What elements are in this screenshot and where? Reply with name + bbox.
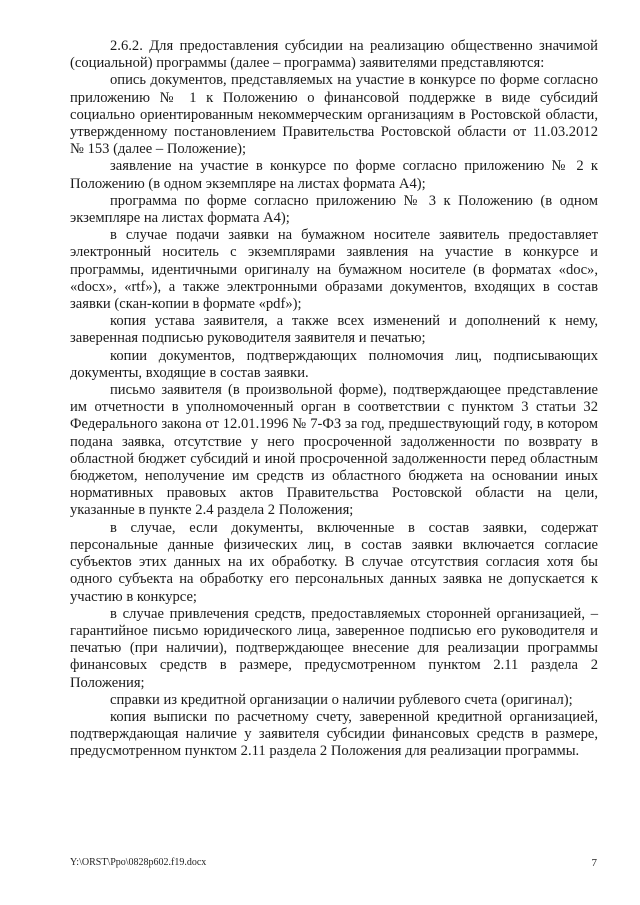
paragraph-2-6-2-heading: 2.6.2. Для предоставления субсидии на реализацию общественно значимой (социальной) программы (далее – программа) заявителями представляются: (70, 38, 598, 72)
paragraph-inventory: опись документов, представляемых на участие в конкурсе по форме согласно приложению № 1 к Положению о финансовой поддержке в виде субсидий социально ориентированным некоммерческим организациям в Ростовской области, утвержденному постановлением Правительства Ростовской области от 11.03.2012 № 153 (далее – Положение); (70, 72, 598, 158)
paragraph-authority-documents: копии документов, подтверждающих полномочия лиц, подписывающих документы, входящие в состав заявки. (70, 347, 598, 381)
paragraph-personal-data: в случае, если документы, включенные в состав заявки, содержат персональные данные физических лиц, в состав заявки включается согласие субъектов этих данных на их обработку. В случае отсутствия согласия хотя бы одного субъекта на обработку его персональных данных заявка не допускается к участию в конкурсе; (70, 519, 598, 605)
paragraph-program: программа по форме согласно приложению № 3 к Положению (в одном экземпляре на листах формата А4); (70, 192, 598, 227)
paragraph-charter-copy: копия устава заявителя, а также всех изменений и дополнений к нему, заверенная подписью руководителя заявителя и печатью; (70, 313, 598, 347)
paragraph-third-party-funds: в случае привлечения средств, предоставляемых сторонней организацией, – гарантийное письмо юридического лица, заверенное подписью его руководителя и печатью (при наличии), подтверждающее внесение для реализации программы финансовых средств в размере, предусмотренном пунктом 2.11 раздела 2 Положения; (70, 605, 598, 691)
footer-file-path: Y:\ORST\Ppo\0828p602.f19.docx (70, 857, 207, 868)
paragraph-bank-certificate: справки из кредитной организации о наличии рублевого счета (оригинал); (110, 691, 573, 708)
footer-page-number: 7 (591, 857, 597, 869)
paragraph-electronic-media: в случае подачи заявки на бумажном носителе заявитель предоставляет электронный носитель с экземплярами заявления на участие в конкурсе и программы, идентичными оригиналу на бумажном носителе (в форматах «doc», «docx», «rtf»), а также электронными образами документов, входящих в состав заявки (скан-копии в формате «pdf»); (70, 227, 598, 313)
paragraph-account-statement: копия выписки по расчетному счету, заверенной кредитной организацией, подтверждающая наличие у заявителя субсидии финансовых средств в размере, предусмотренном пунктом 2.11 раздела 2 Положения для реализации программы. (70, 708, 598, 760)
paragraph-applicant-letter: письмо заявителя (в произвольной форме), подтверждающее представление им отчетности в уполномоченный орган в соответствии с пунктом 3 статьи 32 Федерального закона от 12.01.1996 № 7-ФЗ за год, предшествующий году, в котором подана заявка, отсутствие у него просроченной задолженности по возврату в областной бюджет субсидий и иной просроченной задолженности перед областным бюджетом, неполучение им средств из областного бюджета на основании иных нормативных правовых актов Правительства Ростовской области на цели, указанные в пункте 2.4 раздела 2 Положения; (70, 382, 598, 519)
paragraph-application: заявление на участие в конкурсе по форме согласно приложению № 2 к Положению (в одном экземпляре на листах формата А4); (70, 158, 598, 192)
document-body (70, 38, 598, 761)
